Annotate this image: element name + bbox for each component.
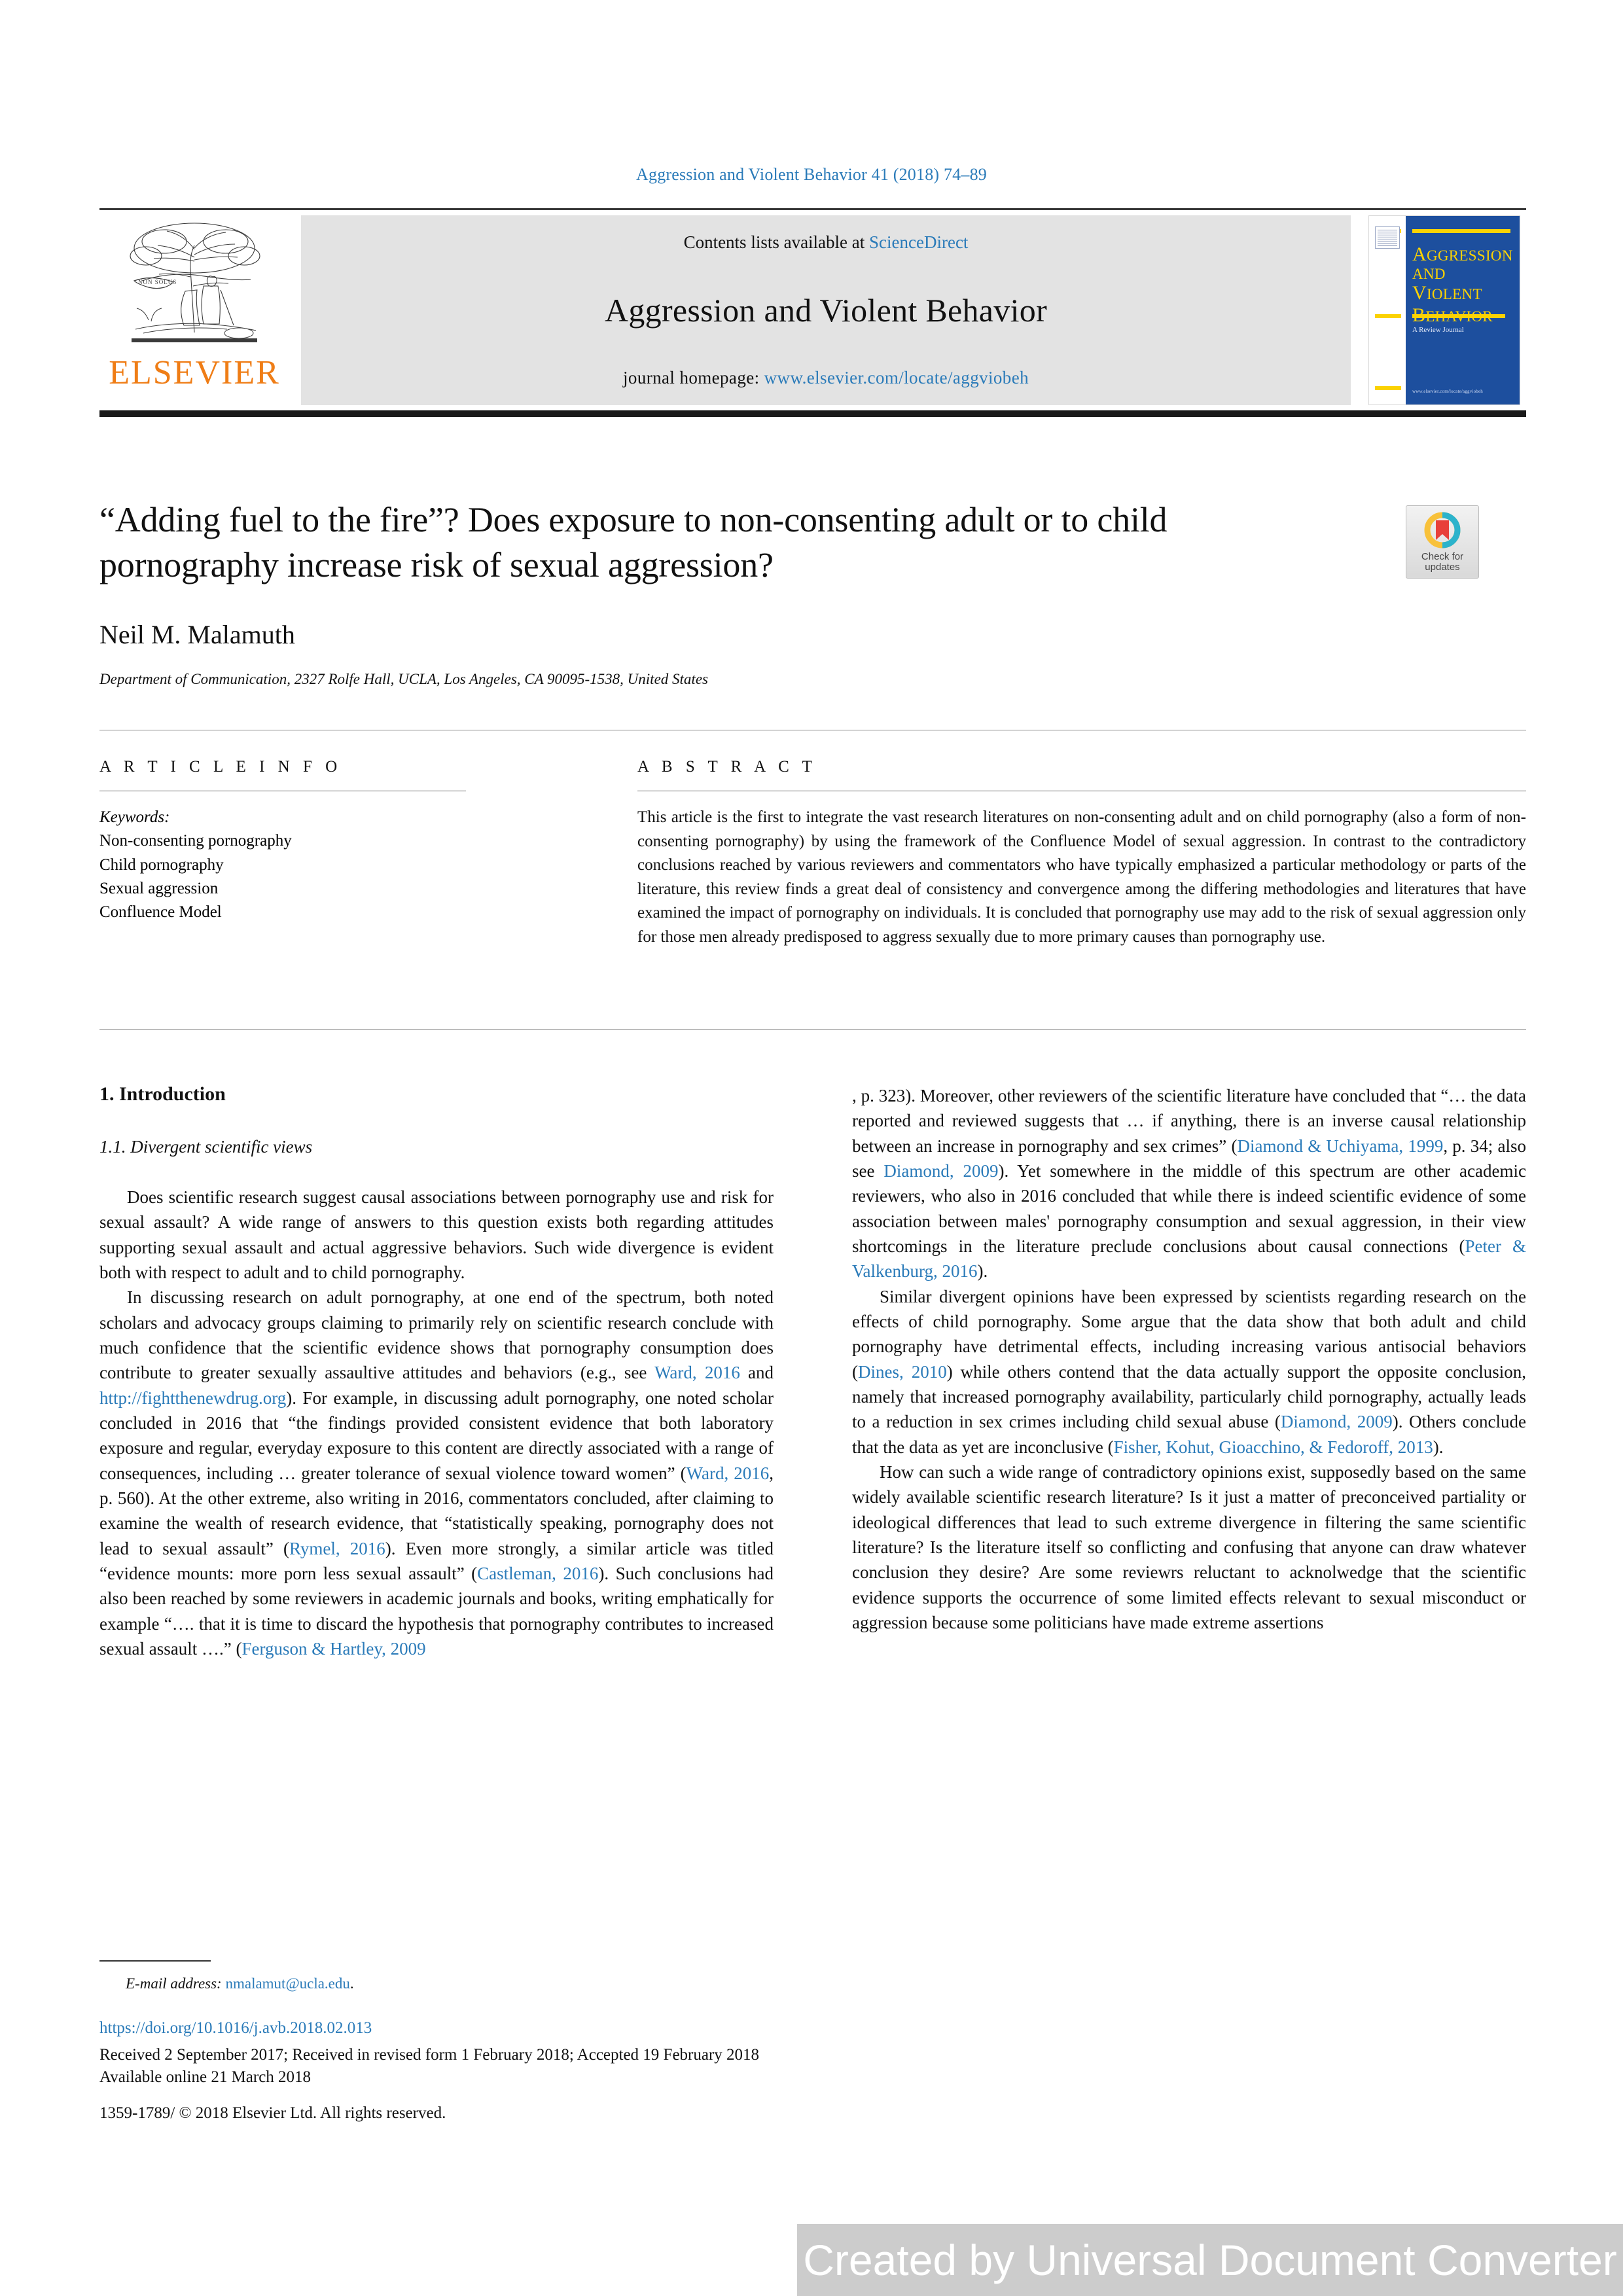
subsection-heading-divergent-views: 1.1. Divergent scientific views xyxy=(99,1137,313,1157)
paragraph xyxy=(852,1083,1526,1284)
elsevier-tree-icon xyxy=(122,218,266,352)
citation-ward-2016[interactable]: Ward, 2016 xyxy=(686,1463,770,1483)
citation-peter-valkenburg-2016[interactable]: Peter & Valkenburg, 2016 xyxy=(852,1236,1527,1282)
text-run: ). Such conclusions had also been reached by some reviewers in academic journals and books, writing emphatically for example “…. that it is time to discard the hypothesis that pornography contributes to increased sexual assault ….” ( xyxy=(99,1563,774,1659)
sciencedirect-link[interactable]: ScienceDirect xyxy=(869,232,969,252)
keywords-list xyxy=(99,806,558,924)
watermark-banner xyxy=(797,2224,1623,2296)
citation-diamond-2009[interactable]: Diamond, 2009 xyxy=(1280,1412,1393,1432)
text-run: , p. 34; also see xyxy=(852,1136,1526,1181)
homepage-prefix: journal homepage: xyxy=(623,368,764,387)
link-fightthenewdrug[interactable]: http://fightthenewdrug.org xyxy=(99,1388,287,1408)
cover-title-line1: AGGRESSION xyxy=(1412,243,1513,265)
text-run: ). xyxy=(1433,1437,1444,1457)
info-bottom-rule xyxy=(99,1029,1526,1030)
section-heading-introduction: 1. Introduction xyxy=(99,1083,226,1105)
crossmark-label xyxy=(1421,552,1463,573)
homepage-line xyxy=(623,368,1029,388)
svg-text:NON SOLUS: NON SOLUS xyxy=(138,279,177,285)
citation-rymel-2016[interactable]: Rymel, 2016 xyxy=(289,1538,385,1558)
contents-prefix: Contents lists available at xyxy=(683,232,870,252)
citation-diamond-2009[interactable]: Diamond, 2009 xyxy=(883,1160,999,1181)
elsevier-logo xyxy=(99,215,289,405)
footnote-period: . xyxy=(349,1975,354,1992)
body-column-left xyxy=(99,1083,774,1661)
text-run: ). Others conclude that the data as yet are inconclusive ( xyxy=(852,1412,1526,1457)
cover-yellow-bar-top xyxy=(1412,229,1510,233)
cover-elsevier-icon-lines xyxy=(1378,229,1397,246)
title-block xyxy=(99,497,1526,688)
cover-title-line3: VIOLENT xyxy=(1412,282,1482,304)
text-run: ) while others contend that the data actually support the opposite conclusion, namely that increased pornography availability, particularly child pornography, actually leads to a reduction in sex crimes including child sexual abuse ( xyxy=(852,1361,1526,1432)
cover-elsevier-icon xyxy=(1375,226,1400,249)
crossmark-label-line1: Check for xyxy=(1421,551,1464,562)
citation-dines-2010[interactable]: Dines, 2010 xyxy=(858,1361,947,1382)
journal-title: Aggression and Violent Behavior xyxy=(604,292,1048,329)
cover-subtitle: A Review Journal xyxy=(1412,326,1464,334)
crossmark-label-line2: updates xyxy=(1425,562,1460,573)
abstract-text: This article is the first to integrate the vast research literatures on non-consenting adult and on child pornography (also a form of non-consenting pornography) by using the framework of the Confluence Model of sexual aggression. In contrast to the contradictory conclusions reached by various reviewers and commentators who have typically emphasized a particular methodology or parts of the literature, this review finds a great deal of consistency and convergence among the differing methodologies and literatures that have examined the impact of pornography on individuals. It is concluded that pornography use may add to the risk of sexual aggression only for those men already predisposed to aggress sexually due to more primary causes than pornography use. xyxy=(637,808,1526,946)
body-columns xyxy=(99,1083,1526,1661)
cover-yellow-bar-midleft xyxy=(1375,314,1401,318)
available-online: Available online 21 March 2018 xyxy=(99,2068,312,2086)
journal-cover-thumbnail xyxy=(1363,215,1526,405)
cover-title-line2: AND xyxy=(1412,265,1446,282)
cover-yellow-bar-bottomleft xyxy=(1375,386,1401,390)
citation-fisher-et-al-2013[interactable]: Fisher, Kohut, Gioacchino, & Fedoroff, 2013 xyxy=(1113,1437,1433,1457)
crossmark-icon xyxy=(1422,510,1463,550)
banner-bottom-rule xyxy=(99,410,1526,417)
paragraph xyxy=(99,1285,774,1661)
keyword-item: Child pornography xyxy=(99,855,224,874)
footnote-email-label: E-mail address: xyxy=(126,1975,226,1992)
article-info-heading: A R T I C L E I N F O xyxy=(99,758,342,776)
cover-title-line4: BEHAVIOR xyxy=(1412,304,1493,326)
cover-title xyxy=(1412,243,1513,327)
keyword-item: Confluence Model xyxy=(99,903,222,921)
author-affiliation: Department of Communication, 2327 Rolfe Hall, UCLA, Los Angeles, CA 90095-1538, United States xyxy=(99,671,708,688)
info-abstract-row xyxy=(99,758,1526,949)
banner-top-rule xyxy=(99,208,1526,210)
text-run: ). For example, in discussing adult pornography, one noted scholar concluded in 2016 that “the findings provided consistent evidence that both laboratory exposure and regular, everyday exposure to this content are directly associated with a range of consequences, including … greater tolerance of sexual violence toward women” ( xyxy=(99,1388,774,1483)
email-link[interactable]: nmalamut@ucla.edu xyxy=(225,1975,350,1992)
paragraph: How can such a wide range of contradictory opinions exist, supposedly based on the same widely available scientific research literature? Is it just a matter of preconceived partiality or ideological differences that lead to such extreme divergence in filtering the same scientific literature? Is the literature itself so conflicting and confusing that anyone can draw whatever conclusion they desire? Are some reviewrs reluctant to acknolwedge that the scientific evidence supports the occurrence of some limited effects relevant to sexual misconduct or aggression because some politicians have made extreme assertions xyxy=(852,1462,1526,1632)
citation-diamond-uchiyama-1999[interactable]: Diamond & Uchiyama, 1999 xyxy=(1237,1136,1444,1156)
text-run: , p. 560). At the other extreme, also writing in 2016, commentators concluded, after claiming to examine the wealth of research evidence, that “statistically speaking, pornography does not lead to sexual assault” ( xyxy=(99,1463,774,1558)
citation-ward-2016[interactable]: Ward, 2016 xyxy=(654,1363,740,1383)
running-head: Aggression and Violent Behavior 41 (2018) 74–89 xyxy=(636,165,987,184)
homepage-url-link[interactable]: www.elsevier.com/locate/aggviobeh xyxy=(764,368,1029,387)
doi-link[interactable]: https://doi.org/10.1016/j.avb.2018.02.013 xyxy=(99,2019,372,2037)
keyword-item: Non-consenting pornography xyxy=(99,832,292,850)
author-name: Neil M. Malamuth xyxy=(99,620,295,650)
paragraph: Does scientific research suggest causal associations between pornography use and risk for sexual assault? A wide range of answers to this question exists both regarding attitudes supporting sexual assault and actual aggressive behaviors. Such wide divergence is evident both with respect to adult and to child pornography. xyxy=(99,1187,774,1282)
copyright-line: 1359-1789/ © 2018 Elsevier Ltd. All rights reserved. xyxy=(99,2104,446,2122)
body-column-right xyxy=(852,1083,1526,1661)
abstract-column xyxy=(637,758,1526,949)
journal-homepage-box xyxy=(301,215,1351,405)
text-run: and xyxy=(740,1363,774,1383)
text-run: , p. 323). Moreover, other reviewers of the scientific literature have concluded that “… the data reported and reviewed suggests that … if anything, there is an inverse causal relationship between an increase in pornography and sex crimes” ( xyxy=(852,1086,1526,1156)
paragraph xyxy=(852,1284,1526,1460)
text-run: In discussing research on adult pornography, at one end of the spectrum, both noted scholars and advocacy groups claiming to primarily rely on scientific research conclude with much confidence that the scientific evidence shows that pornography consumption does contribute to greater sexually assaultive attitudes and behaviors (e.g., see xyxy=(99,1287,774,1383)
journal-banner xyxy=(99,208,1526,417)
text-run: ). xyxy=(977,1261,988,1282)
footnote-email xyxy=(99,1975,354,1992)
received-dates: Received 2 September 2017; Received in revised form 1 February 2018; Accepted 19 February 2018 xyxy=(99,2045,760,2064)
cover-url: www.elsevier.com/locate/aggviobeh xyxy=(1412,389,1484,394)
footnote-rule xyxy=(99,1960,211,1962)
footer-block xyxy=(99,2017,759,2125)
elsevier-wordmark: ELSEVIER xyxy=(109,354,280,391)
watermark-text: Created by Universal Document Converter xyxy=(803,2236,1617,2284)
text-run: Similar divergent opinions have been expressed by scientists regarding research on the effects of child pornography. Some argue that the data show that both adult and child pornography have detrimental effects, including increasing various antisocial behaviors ( xyxy=(852,1286,1526,1382)
keywords-label: Keywords: xyxy=(99,808,170,826)
text-run: ). Yet somewhere in the middle of this spectrum are other academic reviewers, who also in 2016 concluded that while there is indeed scientific evidence of some association between males' pornography consumption and sexual aggression, in their view shortcomings in the literature preclude conclusions about causal connections ( xyxy=(852,1160,1526,1256)
page-title: “Adding fuel to the fire”? Does exposure to non-consenting adult or to child pornography increase risk of sexual aggression? xyxy=(99,500,1168,585)
cover-image xyxy=(1368,215,1520,405)
contents-line xyxy=(684,232,969,253)
citation-ferguson-hartley-2009[interactable]: Ferguson & Hartley, 2009 xyxy=(241,1638,426,1659)
keyword-item: Sexual aggression xyxy=(99,879,219,897)
article-info-column xyxy=(99,758,558,949)
abstract-heading: A B S T R A C T xyxy=(637,758,817,776)
crossmark-badge[interactable] xyxy=(1406,505,1479,579)
citation-castleman-2016[interactable]: Castleman, 2016 xyxy=(477,1563,599,1583)
text-run: ). Even more strongly, a similar article was titled “evidence mounts: more porn less sexual assault” ( xyxy=(99,1538,774,1583)
